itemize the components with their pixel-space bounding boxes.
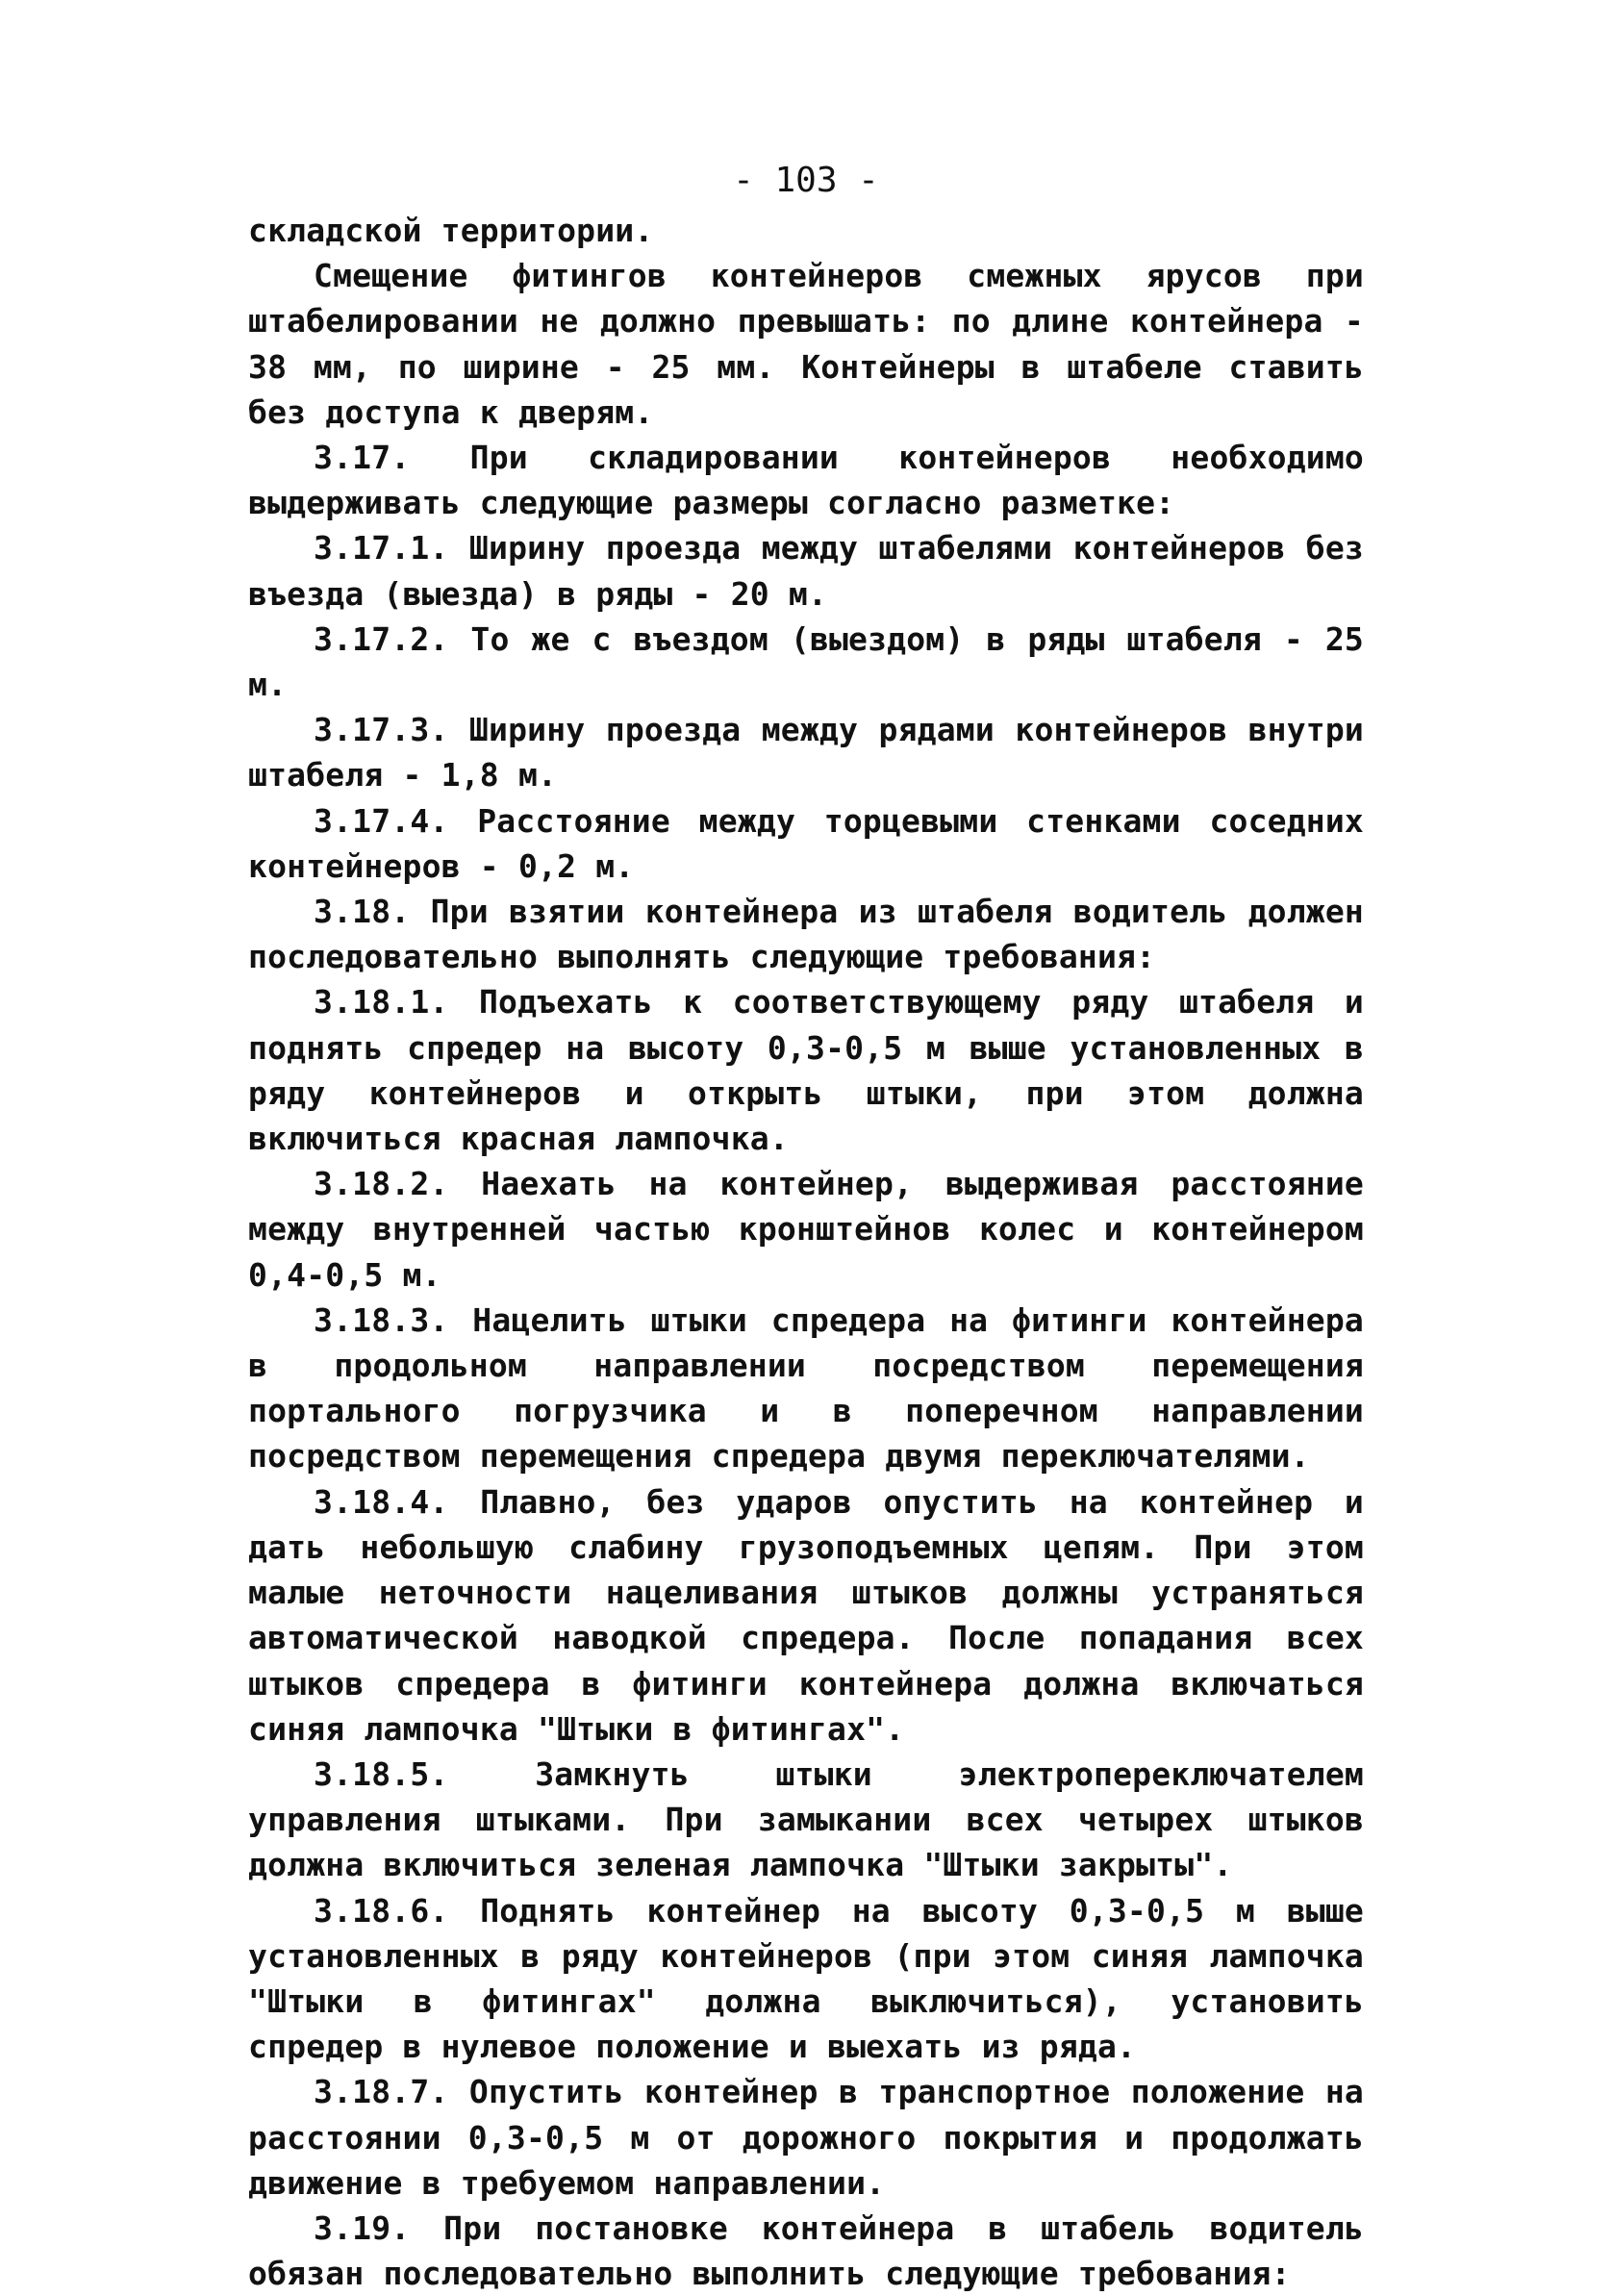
paragraph: 3.19. При постановке контейнера в штабель водитель обязан последовательно выполнить следующие требования:	[248, 2208, 1364, 2293]
paragraph: 3.18.5. Замкнуть штыки электропереключателем управления штыками. При замыкании всех четырех штыков должна включиться зеленая лампочка "Штыки закрыты".	[248, 1754, 1364, 1884]
paragraph: 3.18.3. Нацелить штыки спредера на фитинги контейнера в продольном направлении посредством перемещения портального погрузчика и в поперечном направлении посредством перемещения спредера двумя переключателями.	[248, 1300, 1364, 1476]
body-text	[248, 208, 1364, 2296]
page-number: - 103 -	[733, 161, 879, 200]
paragraph: 3.17.4. Расстояние между торцевыми стенками соседних контейнеров - 0,2 м.	[248, 801, 1364, 885]
paragraph: 3.17.2. То же с въездом (выездом) в ряды штабеля - 25 м.	[248, 619, 1364, 704]
paragraph: Смещение фитингов контейнеров смежных ярусов при штабелировании не должно превышать: по длине контейнера - 38 мм, по ширине - 25 мм. Контейнеры в штабеле ставить без доступа к дверям.	[248, 257, 1364, 431]
paragraph: 3.17.1. Ширину проезда между штабелями контейнеров без въезда (выезда) в ряды - 20 м.	[248, 529, 1364, 613]
paragraph: складской территории.	[248, 212, 654, 249]
paragraph: 3.17. При складировании контейнеров необходимо выдерживать следующие размеры согласно разметке:	[248, 439, 1364, 522]
paragraph: 3.17.3. Ширину проезда между рядами контейнеров внутри штабеля - 1,8 м.	[248, 711, 1364, 795]
paragraph: 3.18.2. Наехать на контейнер, выдерживая расстояние между внутренней частью кронштейнов колес и контейнером 0,4-0,5 м.	[248, 1165, 1364, 1294]
paragraph: 3.18.6. Поднять контейнер на высоту 0,3-0,5 м выше установленных в ряду контейнеров (при этом синяя лампочка "Штыки в фитингах" должна выключиться), установить спредер в нулевое положение и выехать из ряда.	[248, 1891, 1364, 2066]
paragraph: 3.18.7. Опустить контейнер в транспортное положение на расстоянии 0,3-0,5 м от дорожного покрытия и продолжать движение в требуемом направлении.	[248, 2073, 1364, 2202]
paragraph: 3.18.4. Плавно, без ударов опустить на контейнер и дать небольшую слабину грузоподъемных цепям. При этом малые неточности нацеливания штыков должны устраняться автоматической наводкой спредера. После попадания всех штыков спредера в фитинги контейнера должна включаться синяя лампочка "Штыки в фитингах".	[248, 1482, 1364, 1748]
paragraph: 3.18.1. Подъехать к соответствующему ряду штабеля и поднять спредер на высоту 0,3-0,5 м выше установленных в ряду контейнеров и открыть штыки, при этом должна включиться красная лампочка.	[248, 983, 1364, 1158]
paragraph: 3.18. При взятии контейнера из штабеля водитель должен последовательно выполнять следующие требования:	[248, 893, 1364, 976]
